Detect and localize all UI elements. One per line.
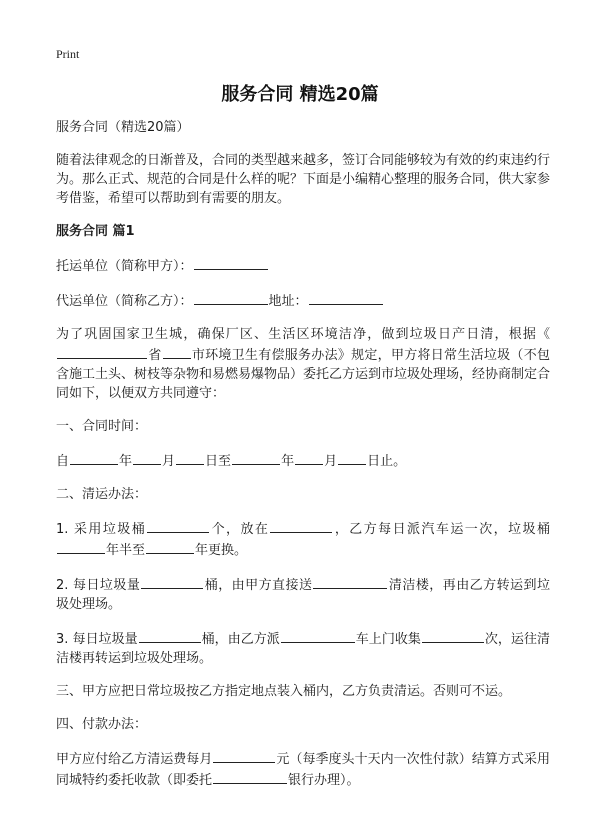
method-2-text-b: 桶，由甲方直接送	[204, 578, 313, 593]
item4-title: 四、付款办法：	[56, 717, 148, 732]
replace-min-blank	[57, 539, 105, 554]
item3: 三、甲方应把日常垃圾按乙方指定地点装入桶内，乙方负责清运。否则可不运。	[56, 684, 512, 699]
monthly-fee-blank	[213, 748, 275, 763]
method-2-text-a: 2. 每日垃圾量	[56, 578, 141, 593]
cleaning-station-blank	[313, 574, 387, 589]
item1-title: 一、合同时间：	[56, 419, 148, 434]
method-3-text-a: 3. 每日垃圾量	[56, 632, 138, 647]
payment-text-c: 银行办理）。	[288, 773, 360, 788]
start-month-blank	[133, 450, 161, 465]
payment-paragraph	[56, 748, 550, 790]
method-1	[56, 518, 550, 560]
daily-bins-blank-2	[139, 628, 201, 643]
time-month-2: 月	[324, 454, 338, 469]
preamble-paragraph	[56, 325, 550, 403]
party-a-line	[56, 255, 550, 276]
time-year-2: 年	[281, 454, 295, 469]
address-label: 地址：	[268, 294, 308, 309]
time-end: 日止。	[367, 454, 407, 469]
city-blank	[163, 344, 191, 359]
start-day-blank	[176, 450, 204, 465]
party-a-blank	[194, 255, 268, 270]
time-month: 月	[162, 454, 176, 469]
party-b-blank	[194, 290, 268, 305]
preamble-text-3: 市环境卫生有偿服务办法》规定，甲方将日常生活垃圾（不包含施工土头、树枝等杂物和易燃易爆物品）委托乙方运到市垃圾处理场，经协商制定合同如下，以便双方共同遵守：	[56, 348, 551, 401]
section-heading: 服务合同 篇1	[56, 224, 135, 239]
method-3-text-d: 次，运往清洁楼再转运到垃圾处理场。	[56, 632, 550, 666]
bin-count-blank	[147, 518, 209, 533]
time-from: 自	[56, 454, 70, 469]
pickup-count-blank	[422, 628, 484, 643]
end-year-blank	[232, 450, 280, 465]
preamble-text-1: 为了巩固国家卫生城，确保厂区、生活区环境洁净，做到垃圾日产日清，根据《	[56, 327, 550, 342]
method-3-text-b: 桶，由乙方派	[201, 632, 280, 647]
document-subtitle: 服务合同（精选20篇）	[56, 120, 190, 135]
intro-paragraph: 随着法律观念的日渐普及，合同的类型越来越多，签订合同能够较为有效的约束违约行为。那么正式、规范的合同是什么样的呢？下面是小编精心整理的服务合同，供大家参考借鉴，希望可以帮助到有需要的朋友。	[56, 153, 551, 206]
preamble-text-2: 省	[148, 348, 162, 363]
replace-max-blank	[146, 539, 194, 554]
method-3	[56, 628, 550, 668]
end-day-blank	[338, 450, 366, 465]
method-1-text-e: 年更换。	[195, 543, 248, 558]
address-blank	[309, 290, 383, 305]
page-title: 服务合同 精选20篇	[221, 84, 379, 105]
method-1-text-d: 年半至	[106, 543, 146, 558]
method-2	[56, 574, 550, 614]
party-b-label: 代运单位（简称乙方）：	[56, 294, 193, 309]
method-1-text-c: ，乙方每日派汽车运一次，垃圾桶	[333, 522, 550, 537]
time-to: 日至	[205, 454, 232, 469]
province-blank	[57, 344, 147, 359]
party-a-label: 托运单位（简称甲方）：	[56, 259, 193, 274]
print-label[interactable]: Print	[56, 47, 80, 61]
method-1-text-b: 个，放在	[210, 522, 270, 537]
payment-text-a: 甲方应付给乙方清运费每月	[56, 752, 213, 767]
time-year: 年	[119, 454, 133, 469]
item2-title: 二、清运办法：	[56, 487, 148, 502]
payment-text-b: 元（每季度头十天内一次性付款）结算方式采用同城特约委托收款（即委托	[56, 752, 550, 788]
document-body	[56, 118, 550, 804]
bin-location-blank	[270, 518, 332, 533]
method-2-text-c: 清洁楼，再由乙方转运到垃圾处理场。	[56, 578, 550, 612]
party-b-line	[56, 290, 550, 311]
method-1-text-a: 1. 采用垃圾桶	[56, 522, 147, 537]
start-year-blank	[70, 450, 118, 465]
vehicle-blank	[281, 628, 355, 643]
end-month-blank	[295, 450, 323, 465]
time-line	[56, 450, 550, 471]
method-3-text-c: 车上门收集	[355, 632, 421, 647]
daily-bins-blank	[141, 574, 203, 589]
bank-blank	[213, 769, 287, 784]
